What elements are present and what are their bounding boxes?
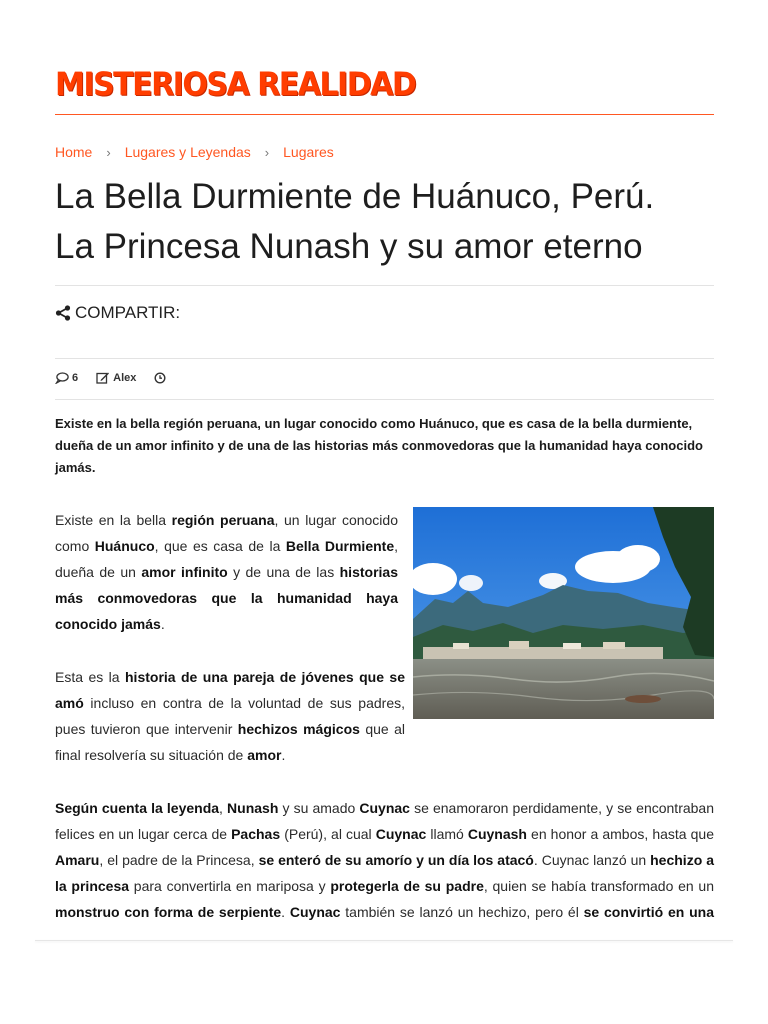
- clock-icon: [154, 372, 166, 384]
- comments-link[interactable]: [55, 372, 78, 384]
- comments-count: 6: [72, 371, 79, 384]
- breadcrumb: [55, 144, 334, 160]
- title-line-2: La Princesa Nunash y su amor eterno: [55, 227, 643, 266]
- article-lead: Existe en la bella región peruana, un lugar conocido como Huánuco, que es casa de la bella durmiente, dueña de un amor infinito y de una de las historias más conmovedoras que la humanidad haya conocido jamás.: [55, 416, 703, 475]
- divider: [55, 285, 714, 286]
- breadcrumb-lugares[interactable]: Lugares: [283, 144, 334, 160]
- paragraph-1: Existe en la bella región peruana, un lugar conocido como Huánuco, que es casa de la Bella Durmiente, dueña de un amor infinito y de una de las historias más conmovedoras que la humanidad haya conocido jamás.: [55, 512, 399, 632]
- chevron-right-icon: ›: [264, 144, 270, 160]
- landscape-illustration: [413, 507, 714, 719]
- share-button[interactable]: [55, 303, 180, 323]
- content-cutoff: [0, 930, 768, 1024]
- comment-icon: [55, 372, 69, 384]
- chevron-right-icon: ›: [106, 144, 111, 160]
- share-label: COMPARTIR:: [75, 303, 181, 322]
- share-icon: [55, 305, 71, 321]
- post-meta: [55, 371, 187, 384]
- article-image-huanuco: [413, 507, 714, 719]
- breadcrumb-home[interactable]: Home: [55, 144, 93, 160]
- breadcrumb-lugares-y-leyendas[interactable]: Lugares y Leyendas: [124, 144, 251, 160]
- header-divider: [55, 114, 714, 115]
- divider: [55, 399, 714, 400]
- post-time: [154, 372, 169, 384]
- paragraph-3: Según cuenta la leyenda, Nunash y su amado Cuynac se enamoraron perdidamente, y se encontraban felices en un lugar cerca de Pachas (Perú), al cual Cuynac llamó Cuynash en honor a ambos, hasta que Amaru, el padre de la Princesa, se enteró de su amorío y un día los atacó. Cuynac lanzó un hechizo a la princesa para convertirla en mariposa y protegerla de su padre, quien se había transformado en un monstruo con forma de serpiente. Cuynac también se lanzó un hechizo, pero él se convirtió en una: [55, 800, 715, 920]
- edit-icon: [96, 371, 110, 384]
- bottom-divider: [35, 940, 733, 941]
- author-name: Alex: [113, 371, 137, 384]
- author-link[interactable]: [96, 371, 136, 384]
- page-title: [55, 172, 735, 272]
- title-line-1: La Bella Durmiente de Huánuco, Perú.: [55, 177, 655, 216]
- divider: [55, 358, 714, 359]
- paragraph-2: Esta es la historia de una pareja de jóvenes que se amó incluso en contra de la voluntad de sus padres, pues tuvieron que intervenir hechizos mágicos que al final resolvería su situación de amor.: [55, 669, 405, 763]
- site-logo[interactable]: MISTERIOSA REALIDAD: [55, 66, 416, 104]
